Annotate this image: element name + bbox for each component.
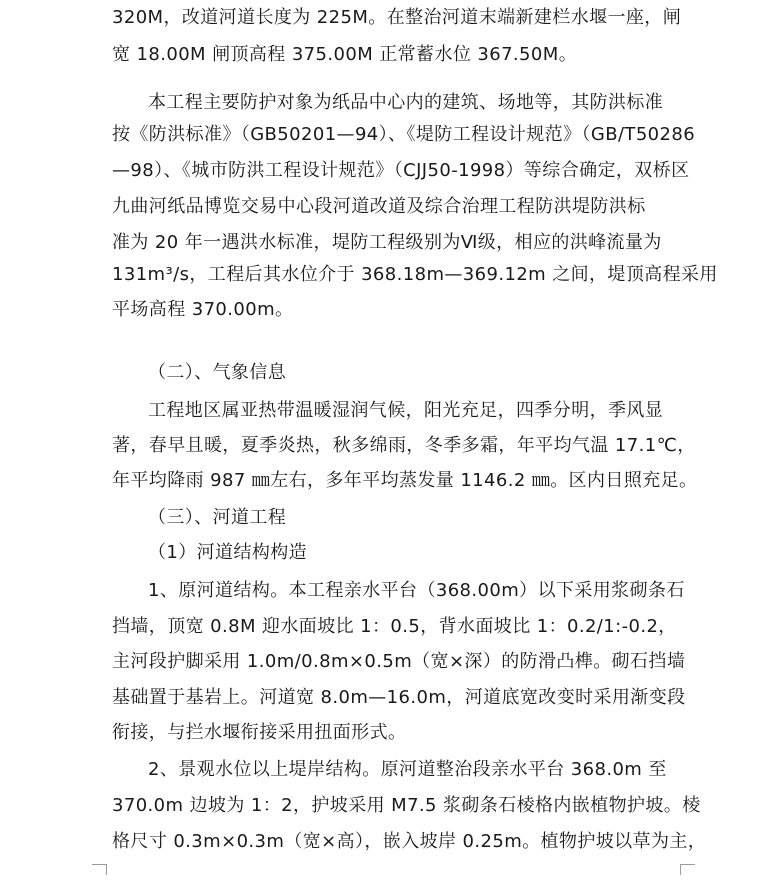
text-line: 年平均降雨 987 ㎜左右，多年平均蒸发量 1146.2 ㎜。区内日照充足。 [112,470,698,491]
paragraph-first-line: 2、景观水位以上堤岸结构。原河道整治段亲水平台 368.0m 至 [148,759,667,780]
text-line: 320M，改道河道长度为 225M。在整治河道末端新建栏水堰一座，闸 [112,7,682,28]
paragraph-first-line: 1、原河道结构。本工程亲水平台（368.00m）以下采用浆砌条石 [148,580,685,601]
text-line: 挡墙，顶宽 0.8M 迎水面坡比 1：0.5，背水面坡比 1：0.2/1:-0.2， [112,616,677,637]
text-line: 370.0m 边坡为 1：2，护坡采用 M7.5 浆砌条石棱格内嵌植物护坡。棱 [112,795,701,816]
text-line: —98）、《城市防洪工程设计规范》（CJJ50-1998）等综合确定，双桥区 [112,160,690,181]
text-line: 准为 20 年一遇洪水标准，堤防工程级别为Ⅵ级，相应的洪峰流量为 [112,232,662,253]
text-line: 著，春早且暖，夏季炎热，秋多绵雨，冬季多霜，年平均气温 17.1℃， [112,435,696,456]
text-line: 131m³/s，工程后其水位介于 368.18m—369.12m 之间，堤顶高程采用 [112,264,718,285]
text-line: 平场高程 370.00m。 [112,299,294,320]
text-line: 基础置于基岩上。河道宽 8.0m—16.0m，河道底宽改变时采用渐变段 [112,687,686,708]
paragraph-first-line: 本工程主要防护对象为纸品中心内的建筑、场地等，其防洪标准 [148,92,664,113]
text-line: 宽 18.00M 闸顶高程 375.00M 正常蓄水位 367.50M。 [112,44,578,65]
section-heading-weather: （二）、气象信息 [148,362,287,383]
margin-corner-mark-right [680,864,695,875]
text-line: 按《防洪标准》（GB50201—94）、《堤防工程设计规范》（GB/T50286 [112,124,696,145]
text-line: 格尺寸 0.3m×0.3m（宽×高），嵌入坡岸 0.25m。植物护坡以草为主， [112,831,707,852]
subsection-heading-structure: （1）河道结构构造 [148,542,308,563]
margin-corner-mark-left [92,864,107,875]
text-line: 衔接，与拦水堰衔接采用扭面形式。 [112,722,407,743]
text-line: 九曲河纸品博览交易中心段河道改道及综合治理工程防洪堤防洪标 [112,196,646,217]
text-line: 主河段护脚采用 1.0m/0.8m×0.5m（宽×深）的防滑凸榫。砌石挡墙 [112,651,686,672]
paragraph-first-line: 工程地区属亚热带温暖湿润气候，阳光充足，四季分明，季风显 [148,400,664,421]
section-heading-river: （三）、河道工程 [148,507,287,528]
